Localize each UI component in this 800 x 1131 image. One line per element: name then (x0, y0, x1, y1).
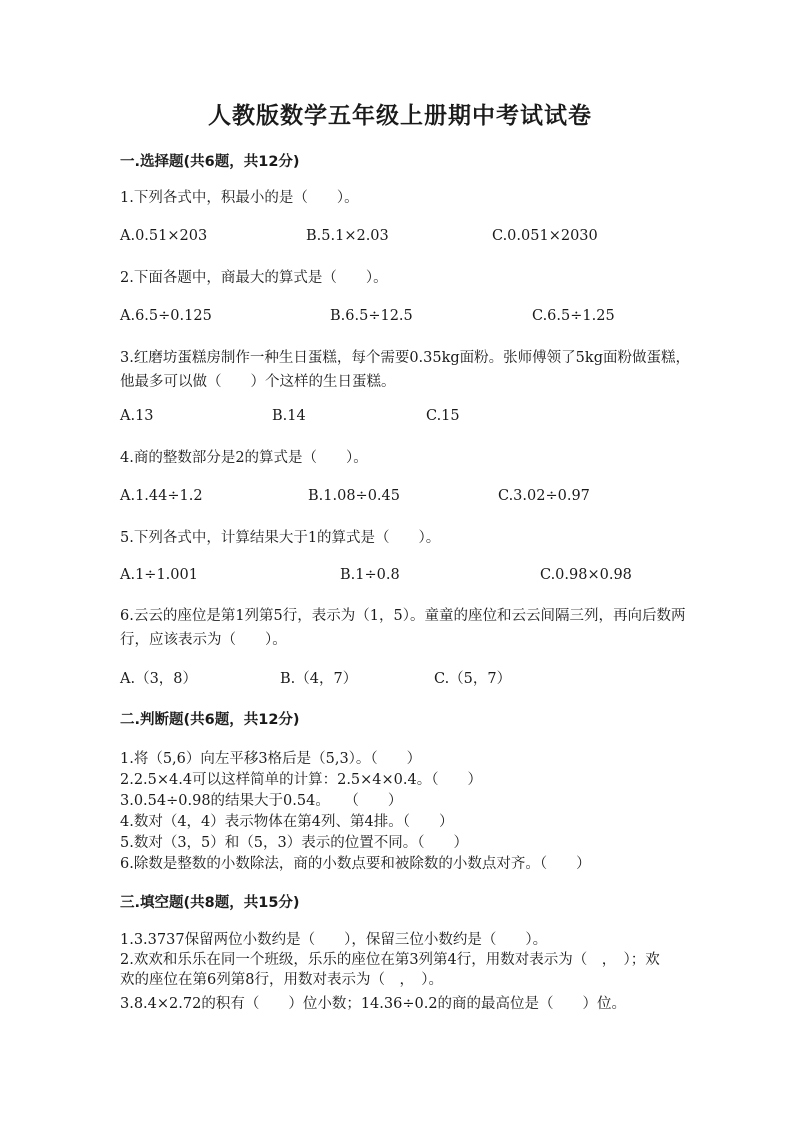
tf-item: 5.数对（3，5）和（5，3）表示的位置不同。（ ） (120, 835, 468, 851)
option-a: A.13 (120, 408, 154, 424)
page-title: 人教版数学五年级上册期中考试试卷 (208, 103, 592, 129)
tf-item: 4.数对（4，4）表示物体在第4列、第4排。（ ） (120, 814, 454, 830)
option-a: A.0.51×203 (120, 228, 208, 244)
option-c: C.6.5÷1.25 (532, 308, 615, 324)
tf-item: 3.0.54÷0.98的结果大于0.54。 （ ） (120, 793, 403, 809)
option-b: B.14 (272, 408, 306, 424)
option-b: B.6.5÷12.5 (330, 308, 413, 324)
option-b: B.（4，7） (280, 671, 358, 687)
option-a: A.1.44÷1.2 (120, 488, 203, 504)
tf-item: 2.2.5×4.4可以这样简单的计算：2.5×4×0.4。（ ） (120, 772, 482, 788)
option-b: B.1.08÷0.45 (308, 488, 400, 504)
option-b: B.1÷0.8 (340, 567, 400, 583)
fill-item: 3.8.4×2.72的积有（ ）位小数；14.36÷0.2的商的最高位是（ ）位。 (120, 996, 627, 1012)
option-c: C.（5，7） (434, 671, 512, 687)
question-6-options (120, 667, 720, 687)
fill-item: 2.欢欢和乐乐在同一个班级，乐乐的座位在第3列第4行，用数对表示为（ ， ）；欢欢的座位在第6列第8行，用数对表示为（ ， ）。 (120, 952, 660, 988)
tf-item: 6.除数是整数的小数除法，商的小数点要和被除数的小数点对齐。（ ） (120, 856, 591, 872)
section-header-choice: 一.选择题(共6题，共12分) (120, 154, 300, 170)
section-header-fill-blank: 三.填空题(共8题，共15分) (120, 895, 300, 911)
question-5-options (120, 567, 720, 587)
option-a: A.（3，8） (120, 671, 198, 687)
option-c: C.3.02÷0.97 (498, 488, 590, 504)
question-2: 2.下面各题中，商最大的算式是（ ）。 (120, 270, 388, 286)
question-5: 5.下列各式中，计算结果大于1的算式是（ ）。 (120, 530, 441, 546)
question-1-options (120, 228, 720, 248)
tf-item: 1.将（5,6）向左平移3格后是（5,3）。（ ） (120, 751, 422, 767)
question-1: 1.下列各式中，积最小的是（ ）。 (120, 190, 359, 206)
option-a: A.1÷1.001 (120, 567, 198, 583)
fill-item: 1.3.3737保留两位小数约是（ ），保留三位小数约是（ ）。 (120, 932, 548, 948)
option-a: A.6.5÷0.125 (120, 308, 212, 324)
option-b: B.5.1×2.03 (306, 228, 389, 244)
question-4: 4.商的整数部分是2的算式是（ ）。 (120, 450, 368, 466)
option-c: C.15 (426, 408, 460, 424)
question-6: 6.云云的座位是第1列第5行，表示为（1，5）。童童的座位和云云间隔三列，再向后数两行，应该表示为（ ）。 (120, 608, 686, 648)
option-c: C.0.98×0.98 (540, 567, 632, 583)
question-2-options (120, 308, 720, 328)
question-4-options (120, 488, 720, 508)
question-3-options (120, 408, 720, 428)
question-3: 3.红磨坊蛋糕房制作一种生日蛋糕，每个需要0.35kg面粉。张师傅领了5kg面粉做蛋糕，他最多可以做（ ）个这样的生日蛋糕。 (120, 350, 690, 390)
section-header-true-false: 二.判断题(共6题，共12分) (120, 712, 300, 728)
option-c: C.0.051×2030 (492, 228, 598, 244)
